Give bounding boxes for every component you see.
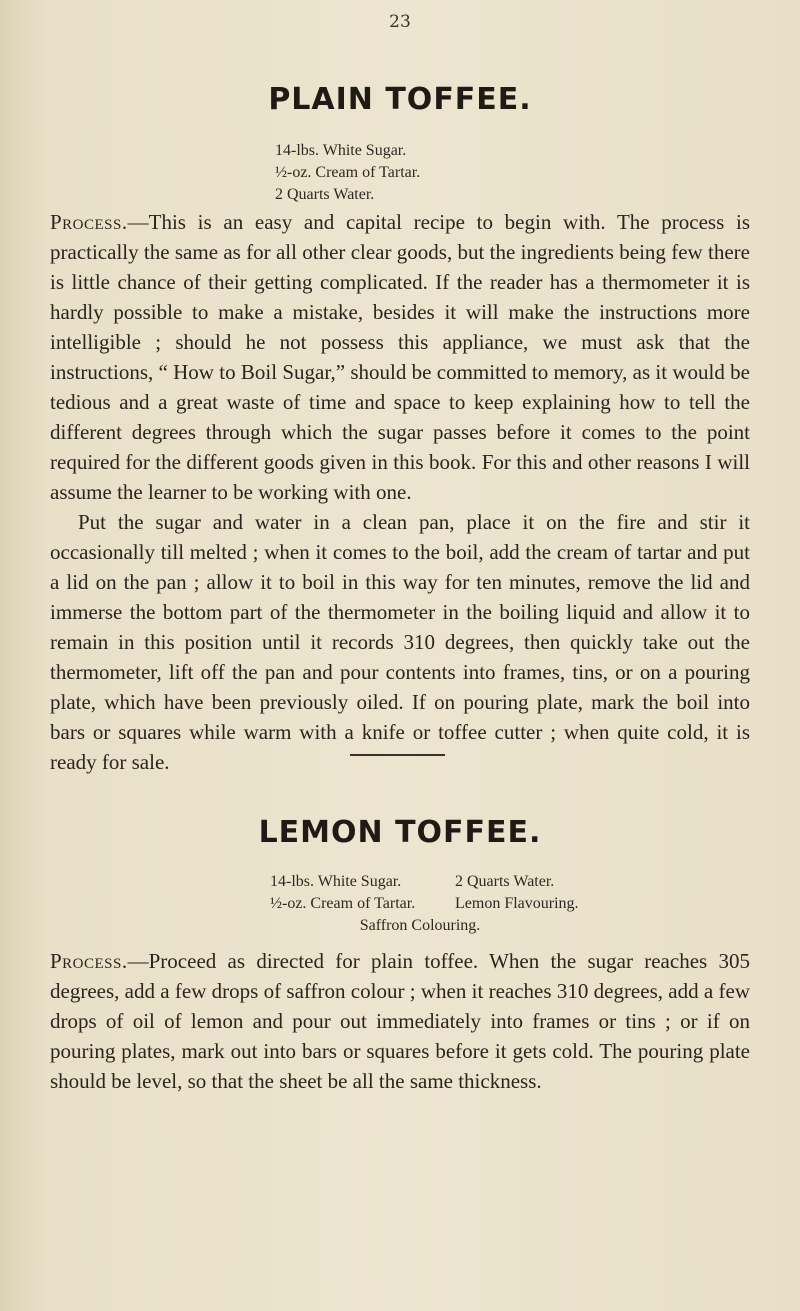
lemon-toffee-ingredients <box>270 871 579 937</box>
ingredient-row <box>270 871 570 893</box>
process-paragraph <box>50 207 750 507</box>
plain-toffee-ingredients <box>275 140 420 206</box>
ingredient: 14-lbs. White Sugar. <box>275 142 407 159</box>
ingredient: 2 Quarts Water. <box>275 186 375 203</box>
process-text: —Proceed as directed for plain toffee. When the sugar reaches 305 degrees, add a few drops of saffron colour ; when it reaches 310 degrees, add a few drops of oil of lemon and pour out immediately into frames or tins ; or if on pouring plates, mark out into bars or squares before it gets cold. The pouring plate should be level, so that the sheet be all the same thickness. <box>50 949 750 1093</box>
lemon-toffee-process <box>50 946 750 1096</box>
lemon-toffee-title: LEMON TOFFEE. <box>258 815 542 850</box>
ingredient: 14-lbs. White Sugar. <box>270 873 402 890</box>
page-number: 23 <box>389 12 411 32</box>
process-paragraph: Put the sugar and water in a clean pan, place it on the fire and stir it occasionally till melted ; when it comes to the boil, add the cream of tartar and put a lid on the pan ; allow it to boil in this way for ten minutes, remove the lid and immerse the bottom part of the thermometer in the boiling liquid and allow it to remain in this position until it records 310 degrees, then quickly take out the thermometer, lift off the pan and pour contents into frames, tins, or on a pouring plate, which have been previously oiled. If on pouring plate, mark the boil into bars or squares while warm with a knife or toffee cutter ; when quite cold, it is ready for sale. <box>50 510 750 774</box>
process-paragraph <box>50 946 750 1096</box>
ingredient: ½-oz. Cream of Tartar. <box>275 164 421 181</box>
ingredient: 2 Quarts Water. <box>455 873 555 890</box>
process-label: Process. <box>50 210 128 234</box>
ingredient: Lemon Flavouring. <box>455 895 579 912</box>
process-text: —This is an easy and capital recipe to begin with. The process is practically the same as for all other clear goods, but the ingredients being few there is little chance of their getting complicated. If the reader has a thermometer it is hardly possible to make a mistake, besides it will make the instructions more intelligible ; should he not possess this appliance, we must ask that the instructions, “ How to Boil Sugar,” should be committed to memory, as it would be tedious and a great waste of time and space to keep explaining how to tell the different degrees through which the sugar passes before it comes to the point required for the different goods given in this book. For this and other reasons I will assume the learner to be working with one. <box>50 210 750 504</box>
process-label: Process. <box>50 949 128 973</box>
ingredient: ½-oz. Cream of Tartar. <box>270 895 416 912</box>
section-divider <box>350 754 445 756</box>
ingredient: Saffron Colouring. <box>359 917 481 934</box>
plain-toffee-title: PLAIN TOFFEE. <box>268 82 532 117</box>
ingredient-row <box>270 893 579 915</box>
plain-toffee-process <box>50 207 750 777</box>
